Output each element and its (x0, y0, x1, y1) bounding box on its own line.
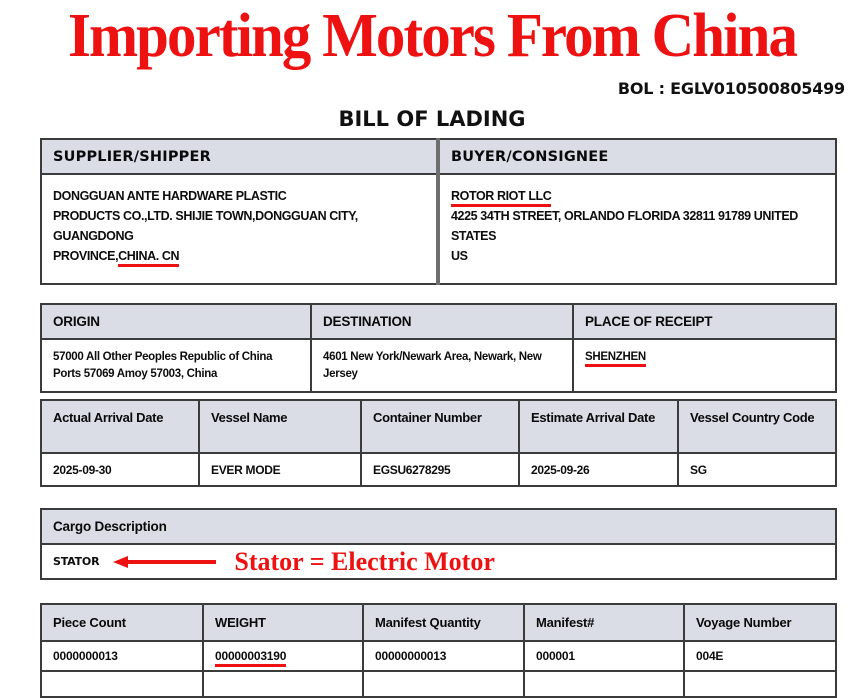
cargo-annotation-text: Stator = Electric Motor (234, 546, 495, 576)
actual-arrival-date-header: Actual Arrival Date (41, 400, 199, 453)
empty-cell (41, 671, 203, 697)
supplier-details-cell (41, 174, 438, 284)
vessel-name-value: EVER MODE (199, 453, 361, 486)
cargo-header-row (41, 509, 836, 544)
container-number-value: EGSU6278295 (361, 453, 519, 486)
supplier-address-line: PRODUCTS CO.,LTD. SHIJIE TOWN,DONGGUAN CITY, GUANGDONG (53, 209, 358, 243)
vessel-country-code-header: Vessel Country Code (678, 400, 836, 453)
bol-number: BOL : EGLV010500805499 (617, 79, 845, 98)
place-of-receipt-underlined: SHENZHEN (585, 351, 646, 367)
arrow-head (113, 556, 128, 568)
cargo-annotated-row (53, 546, 824, 576)
manifest-number-value: 000001 (524, 641, 684, 671)
cargo-table (40, 508, 837, 580)
vessel-data-row (41, 453, 836, 486)
piece-count-header: Piece Count (41, 604, 203, 641)
vessel-table (40, 399, 837, 487)
destination-value: 4601 New York/Newark Area, Newark, New Jersey (311, 339, 573, 392)
left-arrow-icon (113, 556, 216, 568)
cargo-description-header: Cargo Description (41, 509, 836, 544)
manifest-header-row (41, 604, 836, 641)
weight-value-underlined: 00000003190 (215, 649, 286, 667)
document-heading: BILL OF LADING (338, 107, 526, 131)
voyage-number-header: Voyage Number (684, 604, 836, 641)
weight-header: WEIGHT (203, 604, 363, 641)
supplier-name-line: DONGGUAN ANTE HARDWARE PLASTIC (53, 189, 287, 203)
buyer-address-line2: US (451, 249, 468, 263)
buyer-details-cell (438, 174, 836, 284)
actual-arrival-date-value: 2025-09-30 (41, 453, 199, 486)
manifest-data-row (41, 641, 836, 671)
empty-cell (363, 671, 524, 697)
place-of-receipt-value (573, 339, 836, 392)
manifest-number-header: Manifest# (524, 604, 684, 641)
supplier-province-text: PROVINCE, (53, 249, 119, 263)
supplier-header: SUPPLIER/SHIPPER (41, 139, 438, 174)
arrow-shaft (128, 560, 216, 564)
destination-header: DESTINATION (311, 304, 573, 339)
manifest-clipped-row (41, 671, 836, 697)
estimate-arrival-date-value: 2025-09-26 (519, 453, 678, 486)
parties-table (40, 138, 837, 285)
supplier-country-line (53, 246, 425, 266)
weight-value-cell (203, 641, 363, 671)
parties-data-row (41, 174, 836, 284)
route-data-row (41, 339, 836, 392)
piece-count-value: 0000000013 (41, 641, 203, 671)
buyer-name-underlined: ROTOR RIOT LLC (451, 189, 551, 207)
empty-cell (684, 671, 836, 697)
manifest-quantity-header: Manifest Quantity (363, 604, 524, 641)
supplier-country-underlined: CHINA. CN (118, 249, 179, 267)
container-number-header: Container Number (361, 400, 519, 453)
vessel-name-header: Vessel Name (199, 400, 361, 453)
manifest-quantity-value: 00000000013 (363, 641, 524, 671)
cargo-value: STATOR (53, 555, 100, 568)
empty-cell (524, 671, 684, 697)
page-title: Importing Motors From China (67, 2, 796, 70)
parties-header-row (41, 139, 836, 174)
buyer-header: BUYER/CONSIGNEE (438, 139, 836, 174)
empty-cell (203, 671, 363, 697)
voyage-number-value: 004E (684, 641, 836, 671)
vessel-country-code-value: SG (678, 453, 836, 486)
cargo-data-row (41, 544, 836, 579)
vessel-header-row (41, 400, 836, 453)
cargo-description-cell (41, 544, 836, 579)
estimate-arrival-date-header: Estimate Arrival Date (519, 400, 678, 453)
origin-value: 57000 All Other Peoples Republic of China Ports 57069 Amoy 57003, China (41, 339, 311, 392)
route-header-row (41, 304, 836, 339)
place-of-receipt-header: PLACE OF RECEIPT (573, 304, 836, 339)
buyer-address-line1: 4225 34TH STREET, ORLANDO FLORIDA 32811 91789 UNITED STATES (451, 209, 798, 243)
manifest-table (40, 603, 837, 698)
origin-header: ORIGIN (41, 304, 311, 339)
buyer-name-line (451, 186, 824, 206)
route-table (40, 303, 837, 393)
